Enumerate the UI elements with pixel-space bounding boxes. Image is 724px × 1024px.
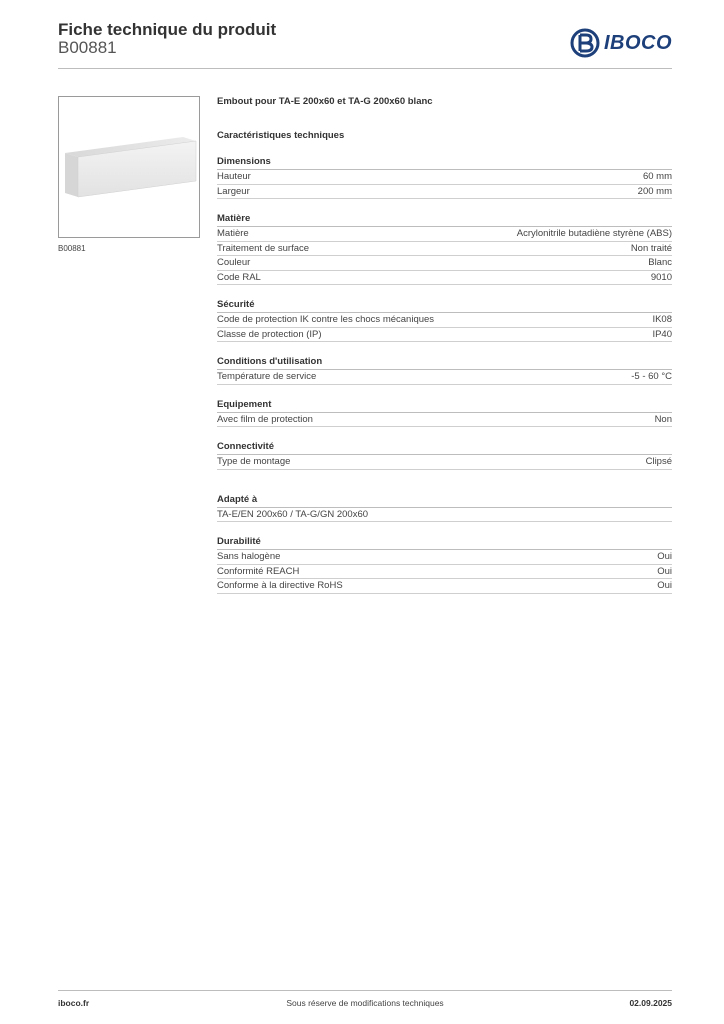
footer-website: iboco.fr: [58, 998, 90, 1008]
logo-text: IBOCO: [603, 31, 672, 54]
section-title: Connectivité: [217, 441, 672, 455]
image-caption: B00881: [58, 244, 86, 253]
footer-divider: [58, 990, 672, 991]
spec-section: [217, 536, 672, 594]
spec-row: [217, 328, 672, 343]
spec-label: Sans halogène: [217, 551, 281, 562]
section-title: Matière: [217, 213, 672, 227]
spec-value: 60 mm: [642, 171, 672, 182]
spec-row: [217, 455, 672, 470]
section-title: Equipement: [217, 399, 672, 413]
spec-section: [217, 441, 672, 470]
spec-value: 200 mm: [637, 185, 672, 197]
section-title: Adapté à: [217, 494, 672, 508]
spec-section: [217, 356, 672, 385]
spec-section: [217, 494, 672, 523]
spec-label: Classe de protection (IP): [217, 328, 322, 340]
spec-value: IP40: [652, 328, 672, 340]
spec-sections: [217, 156, 672, 594]
spec-value: Oui: [657, 580, 672, 591]
spec-section: [217, 399, 672, 428]
spec-row: [217, 413, 672, 428]
spec-row: [217, 370, 672, 385]
iboco-logo: [570, 28, 672, 58]
spec-row: [217, 242, 672, 257]
spec-label: TA-E/EN 200x60 / TA-G/GN 200x60: [217, 508, 369, 520]
spec-value: -5 - 60 °C: [631, 371, 672, 382]
spec-label: Type de montage: [217, 456, 291, 467]
section-title: Conditions d'utilisation: [217, 356, 672, 370]
spec-row: [217, 313, 672, 328]
document-title: Fiche technique du produit: [58, 20, 277, 39]
header-divider: [58, 68, 672, 69]
spec-section: [217, 156, 672, 199]
spec-value: Oui: [657, 551, 672, 562]
spec-row: [217, 170, 672, 185]
section-title: Durabilité: [217, 536, 672, 550]
spec-label: Hauteur: [217, 171, 251, 182]
product-image: [58, 96, 200, 238]
spec-label: Conformité REACH: [217, 565, 300, 577]
spec-value: Clipsé: [645, 456, 672, 467]
section-title: Sécurité: [217, 299, 672, 313]
specs-heading: Caractéristiques techniques: [217, 130, 345, 141]
spec-row: [217, 508, 672, 523]
spec-label: Couleur: [217, 257, 251, 268]
spec-value: IK08: [652, 314, 672, 325]
page-header: [58, 20, 672, 68]
spec-row: [217, 256, 672, 271]
spec-row: [217, 550, 672, 565]
product-photo-icon: [59, 97, 199, 237]
spec-label: Température de service: [217, 371, 317, 382]
spec-content: [217, 96, 672, 594]
spec-row: [217, 227, 672, 242]
page-footer: [58, 998, 672, 1010]
spec-label: Code RAL: [217, 271, 261, 283]
footer-date: 02.09.2025: [629, 998, 672, 1008]
spec-value: 9010: [650, 271, 672, 283]
spec-row: [217, 565, 672, 580]
spec-row: [217, 271, 672, 286]
section-title: Dimensions: [217, 156, 672, 170]
spec-value: Non traité: [630, 242, 672, 254]
spec-row: [217, 185, 672, 200]
spec-value: Acrylonitrile butadiène styrène (ABS): [516, 228, 672, 239]
spec-value: Blanc: [648, 257, 672, 268]
footer-notice: Sous réserve de modifications techniques: [286, 998, 444, 1008]
spec-label: Conforme à la directive RoHS: [217, 580, 343, 591]
spec-label: Avec film de protection: [217, 413, 313, 425]
spec-label: Largeur: [217, 185, 250, 197]
spec-label: Code de protection IK contre les chocs mécaniques: [217, 314, 435, 325]
spec-value: Oui: [657, 565, 672, 577]
logo-mark-icon: [570, 28, 600, 58]
spec-section: [217, 213, 672, 285]
spec-label: Traitement de surface: [217, 242, 310, 254]
spec-value: Non: [654, 413, 672, 425]
product-name: Embout pour TA-E 200x60 et TA-G 200x60 blanc: [217, 96, 433, 107]
spec-section: [217, 299, 672, 342]
product-code: B00881: [58, 38, 117, 57]
spec-row: [217, 579, 672, 594]
spec-label: Matière: [217, 228, 249, 239]
